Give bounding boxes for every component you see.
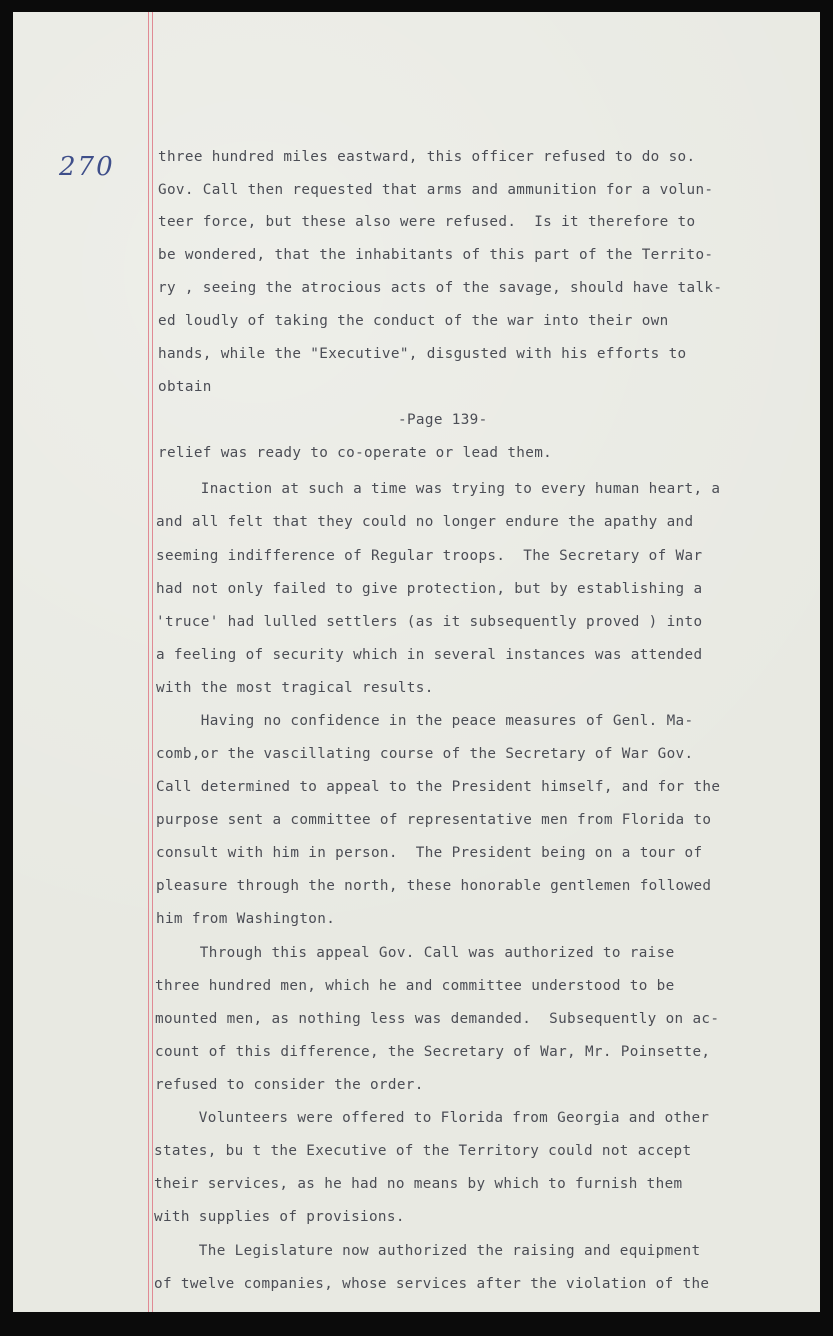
text-line: had not only failed to give protection, but by establishing a bbox=[156, 581, 703, 597]
text-line: The Legislature now authorized the raising and equipment bbox=[154, 1243, 701, 1259]
text-line: of twelve companies, whose services after the violation of the bbox=[154, 1276, 710, 1292]
red-margin-line bbox=[152, 12, 153, 1312]
text-line: consult with him in person. The President being on a tour of bbox=[156, 845, 703, 861]
text-line: states, bu t the Executive of the Territory could not accept bbox=[154, 1143, 692, 1159]
text-line: comb,or the vascillating course of the Secretary of War Gov. bbox=[156, 746, 694, 762]
text-line: be wondered, that the inhabitants of this part of the Territo- bbox=[158, 247, 714, 263]
text-line: him from Washington. bbox=[156, 911, 336, 927]
text-line: seeming indifference of Regular troops. The Secretary of War bbox=[156, 548, 703, 564]
text-line: teer force, but these also were refused. Is it therefore to bbox=[158, 214, 696, 230]
text-line: Volunteers were offered to Florida from Georgia and other bbox=[154, 1110, 710, 1126]
text-line: Inaction at such a time was trying to every human heart, a bbox=[156, 481, 721, 497]
text-line: Gov. Call then requested that arms and ammunition for a volun- bbox=[158, 182, 714, 198]
handwritten-folio-number: 270 bbox=[59, 152, 115, 182]
text-line: Having no confidence in the peace measures of Genl. Ma- bbox=[156, 713, 694, 729]
text-line: with supplies of provisions. bbox=[154, 1209, 405, 1225]
text-line: hands, while the "Executive", disgusted with his efforts to bbox=[158, 346, 687, 362]
text-line: Call determined to appeal to the President himself, and for the bbox=[156, 779, 721, 795]
page-number-heading: -Page 139- bbox=[398, 412, 488, 428]
text-line: their services, as he had no means by which to furnish them bbox=[154, 1176, 683, 1192]
text-line: ed loudly of taking the conduct of the war into their own bbox=[158, 313, 669, 329]
text-line: and all felt that they could no longer endure the apathy and bbox=[156, 514, 694, 530]
text-line: mounted men, as nothing less was demanded. Subsequently on ac- bbox=[155, 1011, 720, 1027]
text-line: purpose sent a committee of representative men from Florida to bbox=[156, 812, 712, 828]
text-line: pleasure through the north, these honorable gentlemen followed bbox=[156, 878, 712, 894]
text-line: three hundred miles eastward, this officer refused to do so. bbox=[158, 149, 696, 165]
text-line: refused to consider the order. bbox=[155, 1077, 424, 1093]
typescript-page bbox=[13, 12, 820, 1312]
text-line: a feeling of security which in several instances was attended bbox=[156, 647, 703, 663]
text-line: three hundred men, which he and committee understood to be bbox=[155, 978, 675, 994]
red-margin-line bbox=[148, 12, 149, 1312]
text-line: ry , seeing the atrocious acts of the savage, should have talk- bbox=[158, 280, 723, 296]
text-line: 'truce' had lulled settlers (as it subsequently proved ) into bbox=[156, 614, 703, 630]
text-line: with the most tragical results. bbox=[156, 680, 434, 696]
text-line: relief was ready to co-operate or lead them. bbox=[158, 445, 553, 461]
text-line: obtain bbox=[158, 379, 212, 395]
text-line: count of this difference, the Secretary of War, Mr. Poinsette, bbox=[155, 1044, 711, 1060]
text-line: Through this appeal Gov. Call was authorized to raise bbox=[155, 945, 675, 961]
